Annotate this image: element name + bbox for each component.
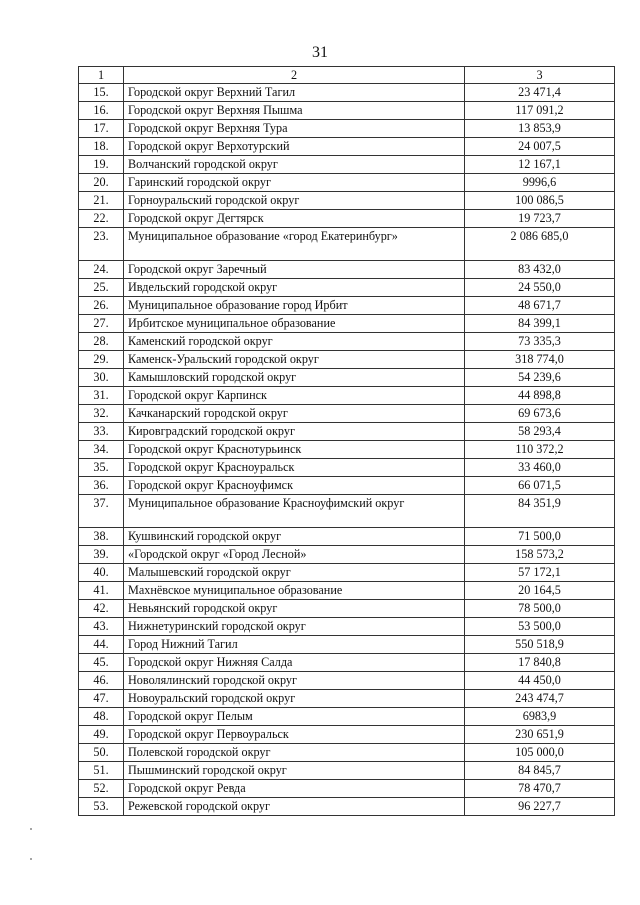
- row-number-cell: 40.: [79, 564, 124, 582]
- row-number-cell: 22.: [79, 210, 124, 228]
- amount-value-cell: 19 723,7: [465, 210, 615, 228]
- table-row: [79, 459, 615, 477]
- amount-value-cell: 69 673,6: [465, 405, 615, 423]
- table-row: [79, 120, 615, 138]
- municipality-name-cell: Махнёвское муниципальное образование: [124, 582, 465, 600]
- municipality-name-cell: Город Нижний Тагил: [124, 636, 465, 654]
- row-number-cell: 16.: [79, 102, 124, 120]
- row-number-cell: 24.: [79, 261, 124, 279]
- row-number-cell: 31.: [79, 387, 124, 405]
- municipality-name-cell: Полевской городской округ: [124, 744, 465, 762]
- table-row: [79, 228, 615, 261]
- municipality-name-cell: Новолялинский городской округ: [124, 672, 465, 690]
- municipality-name-cell: Городской округ Красноуральск: [124, 459, 465, 477]
- table-row: [79, 477, 615, 495]
- table-row: [79, 600, 615, 618]
- amount-value-cell: 158 573,2: [465, 546, 615, 564]
- table-row: [79, 156, 615, 174]
- row-number-cell: 49.: [79, 726, 124, 744]
- row-number-cell: 33.: [79, 423, 124, 441]
- scan-speck: [30, 828, 32, 830]
- amount-value-cell: 66 071,5: [465, 477, 615, 495]
- row-number-cell: 21.: [79, 192, 124, 210]
- amount-value-cell: 71 500,0: [465, 528, 615, 546]
- row-number-cell: 47.: [79, 690, 124, 708]
- amount-value-cell: 105 000,0: [465, 744, 615, 762]
- amount-value-cell: 78 500,0: [465, 600, 615, 618]
- municipality-name-cell: Городской округ Верхотурский: [124, 138, 465, 156]
- municipality-name-cell: Камышловский городской округ: [124, 369, 465, 387]
- municipality-name-cell: «Городской округ «Город Лесной»: [124, 546, 465, 564]
- amount-value-cell: 6983,9: [465, 708, 615, 726]
- page-number: 31: [312, 44, 328, 61]
- municipality-name-cell: Новоуральский городской округ: [124, 690, 465, 708]
- row-number-cell: 52.: [79, 780, 124, 798]
- table-row: [79, 564, 615, 582]
- amount-value-cell: 73 335,3: [465, 333, 615, 351]
- table-row: [79, 102, 615, 120]
- table-header-row: [79, 67, 615, 84]
- row-number-cell: 18.: [79, 138, 124, 156]
- municipality-name-cell: Городской округ Верхний Тагил: [124, 84, 465, 102]
- municipality-name-cell: Невьянский городской округ: [124, 600, 465, 618]
- amount-value-cell: 13 853,9: [465, 120, 615, 138]
- municipality-name-cell: Гаринский городской округ: [124, 174, 465, 192]
- row-number-cell: 36.: [79, 477, 124, 495]
- municipality-name-cell: Муниципальное образование «город Екатеринбург»: [124, 228, 465, 261]
- scan-speck: [30, 858, 32, 860]
- row-number-cell: 19.: [79, 156, 124, 174]
- amount-value-cell: 20 164,5: [465, 582, 615, 600]
- table-row: [79, 423, 615, 441]
- municipality-name-cell: Городской округ Нижняя Салда: [124, 654, 465, 672]
- header-cell-value: 3: [465, 67, 615, 84]
- table-row: [79, 495, 615, 528]
- row-number-cell: 43.: [79, 618, 124, 636]
- municipality-name-cell: Городской округ Верхняя Тура: [124, 120, 465, 138]
- municipality-name-cell: Каменский городской округ: [124, 333, 465, 351]
- amount-value-cell: 48 671,7: [465, 297, 615, 315]
- municipality-name-cell: Городской округ Карпинск: [124, 387, 465, 405]
- amount-value-cell: 24 007,5: [465, 138, 615, 156]
- municipality-name-cell: Городской округ Краснотурьинск: [124, 441, 465, 459]
- row-number-cell: 37.: [79, 495, 124, 528]
- amount-value-cell: 17 840,8: [465, 654, 615, 672]
- amount-value-cell: 44 450,0: [465, 672, 615, 690]
- amount-value-cell: 24 550,0: [465, 279, 615, 297]
- table-row: [79, 84, 615, 102]
- amount-value-cell: 96 227,7: [465, 798, 615, 816]
- amount-value-cell: 2 086 685,0: [465, 228, 615, 261]
- table-row: [79, 261, 615, 279]
- amount-value-cell: 83 432,0: [465, 261, 615, 279]
- table-row: [79, 333, 615, 351]
- municipality-name-cell: Ирбитское муниципальное образование: [124, 315, 465, 333]
- amount-value-cell: 550 518,9: [465, 636, 615, 654]
- municipality-name-cell: Кушвинский городской округ: [124, 528, 465, 546]
- table-row: [79, 708, 615, 726]
- table-body: [79, 67, 615, 816]
- municipality-name-cell: Каменск-Уральский городской округ: [124, 351, 465, 369]
- table-row: [79, 297, 615, 315]
- row-number-cell: 34.: [79, 441, 124, 459]
- municipality-name-cell: Городской округ Пелым: [124, 708, 465, 726]
- table-row: [79, 405, 615, 423]
- table-row: [79, 279, 615, 297]
- amount-value-cell: 100 086,5: [465, 192, 615, 210]
- amount-value-cell: 33 460,0: [465, 459, 615, 477]
- municipality-name-cell: Малышевский городской округ: [124, 564, 465, 582]
- row-number-cell: 26.: [79, 297, 124, 315]
- table-row: [79, 192, 615, 210]
- row-number-cell: 32.: [79, 405, 124, 423]
- municipality-name-cell: Муниципальное образование Красноуфимский округ: [124, 495, 465, 528]
- table-row: [79, 369, 615, 387]
- table-row: [79, 174, 615, 192]
- amount-value-cell: 110 372,2: [465, 441, 615, 459]
- municipality-name-cell: Качканарский городской округ: [124, 405, 465, 423]
- municipality-name-cell: Нижнетуринский городской округ: [124, 618, 465, 636]
- amount-value-cell: 78 470,7: [465, 780, 615, 798]
- municipality-name-cell: Ивдельский городской округ: [124, 279, 465, 297]
- row-number-cell: 53.: [79, 798, 124, 816]
- table-row: [79, 762, 615, 780]
- row-number-cell: 15.: [79, 84, 124, 102]
- row-number-cell: 23.: [79, 228, 124, 261]
- table-row: [79, 726, 615, 744]
- municipality-name-cell: Пышминский городской округ: [124, 762, 465, 780]
- amount-value-cell: 84 845,7: [465, 762, 615, 780]
- row-number-cell: 17.: [79, 120, 124, 138]
- table-row: [79, 636, 615, 654]
- row-number-cell: 35.: [79, 459, 124, 477]
- row-number-cell: 42.: [79, 600, 124, 618]
- header-cell-number: 1: [79, 67, 124, 84]
- table-row: [79, 441, 615, 459]
- table-row: [79, 528, 615, 546]
- row-number-cell: 29.: [79, 351, 124, 369]
- municipality-name-cell: Горноуральский городской округ: [124, 192, 465, 210]
- municipality-name-cell: Городской округ Заречный: [124, 261, 465, 279]
- table-row: [79, 780, 615, 798]
- table-row: [79, 387, 615, 405]
- table-row: [79, 351, 615, 369]
- table-row: [79, 210, 615, 228]
- amount-value-cell: 53 500,0: [465, 618, 615, 636]
- municipality-name-cell: Волчанский городской округ: [124, 156, 465, 174]
- amount-value-cell: 57 172,1: [465, 564, 615, 582]
- table-row: [79, 138, 615, 156]
- header-cell-name: 2: [124, 67, 465, 84]
- table-row: [79, 315, 615, 333]
- amount-value-cell: 44 898,8: [465, 387, 615, 405]
- municipality-name-cell: Кировградский городской округ: [124, 423, 465, 441]
- municipality-name-cell: Городской округ Первоуральск: [124, 726, 465, 744]
- table-row: [79, 672, 615, 690]
- table-row: [79, 618, 615, 636]
- row-number-cell: 46.: [79, 672, 124, 690]
- amount-value-cell: 58 293,4: [465, 423, 615, 441]
- amount-value-cell: 12 167,1: [465, 156, 615, 174]
- row-number-cell: 41.: [79, 582, 124, 600]
- row-number-cell: 45.: [79, 654, 124, 672]
- row-number-cell: 50.: [79, 744, 124, 762]
- amount-value-cell: 23 471,4: [465, 84, 615, 102]
- amount-value-cell: 318 774,0: [465, 351, 615, 369]
- table-row: [79, 582, 615, 600]
- municipality-name-cell: Режевской городской округ: [124, 798, 465, 816]
- municipality-name-cell: Городской округ Верхняя Пышма: [124, 102, 465, 120]
- municipality-name-cell: Городской округ Красноуфимск: [124, 477, 465, 495]
- amount-value-cell: 84 351,9: [465, 495, 615, 528]
- row-number-cell: 38.: [79, 528, 124, 546]
- row-number-cell: 25.: [79, 279, 124, 297]
- row-number-cell: 27.: [79, 315, 124, 333]
- amount-value-cell: 243 474,7: [465, 690, 615, 708]
- table-row: [79, 690, 615, 708]
- table-row: [79, 654, 615, 672]
- table-row: [79, 744, 615, 762]
- amount-value-cell: 117 091,2: [465, 102, 615, 120]
- municipality-name-cell: Городской округ Дегтярск: [124, 210, 465, 228]
- row-number-cell: 39.: [79, 546, 124, 564]
- amount-value-cell: 9996,6: [465, 174, 615, 192]
- row-number-cell: 30.: [79, 369, 124, 387]
- amount-value-cell: 54 239,6: [465, 369, 615, 387]
- row-number-cell: 44.: [79, 636, 124, 654]
- row-number-cell: 51.: [79, 762, 124, 780]
- row-number-cell: 48.: [79, 708, 124, 726]
- row-number-cell: 20.: [79, 174, 124, 192]
- municipality-name-cell: Городской округ Ревда: [124, 780, 465, 798]
- table-row: [79, 798, 615, 816]
- municipality-name-cell: Муниципальное образование город Ирбит: [124, 297, 465, 315]
- amount-value-cell: 230 651,9: [465, 726, 615, 744]
- row-number-cell: 28.: [79, 333, 124, 351]
- data-table: [78, 66, 615, 816]
- table-row: [79, 546, 615, 564]
- amount-value-cell: 84 399,1: [465, 315, 615, 333]
